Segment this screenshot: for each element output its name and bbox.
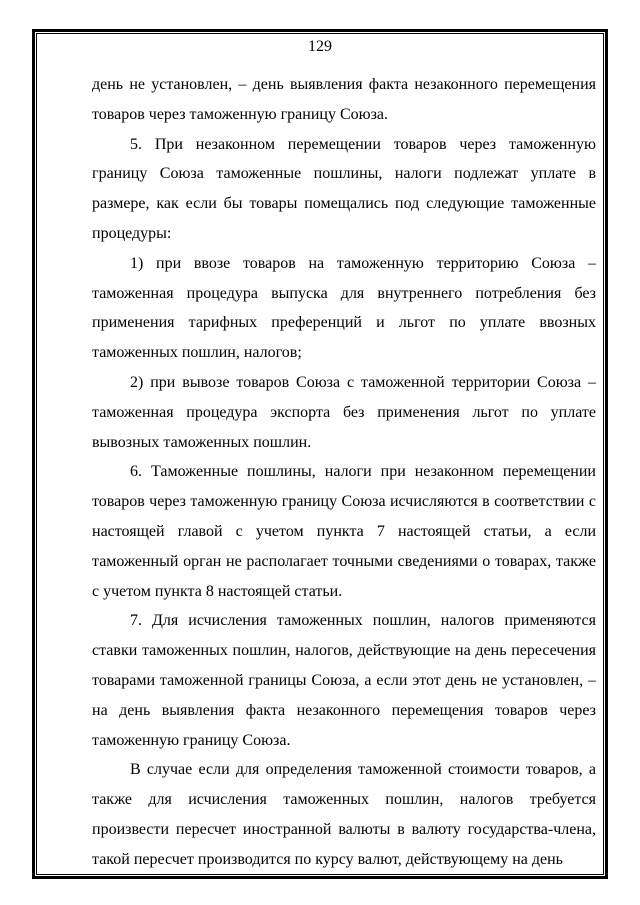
document-body [92, 70, 596, 875]
paragraph-continuation: день не установлен, – день выявления факта незаконного перемещения товаров через таможенную границу Союза. [92, 76, 596, 123]
paragraph-subitem-2: 2) при вывозе товаров Союза с таможенной территории Союза – таможенная процедура экспорта без применения льгот по уплате вывозных таможенных пошлин. [92, 373, 596, 451]
paragraph-item-7: 7. Для исчисления таможенных пошлин, налогов применяются ставки таможенных пошлин, налогов, действующие на день пересечения товарами таможенной границы Союза, а если этот день не установлен, – на день выявления факта незаконного перемещения товаров через таможенную границу Союза. [92, 612, 596, 749]
page-number: 129 [308, 38, 332, 55]
paragraph-item-6: 6. Таможенные пошлины, налоги при незаконном перемещении товаров через таможенную границу Союза исчисляются в соответствии с настоящей главой с учетом пункта 7 настоящей статьи, а если таможенный орган не располагает точными сведениями о товарах, также с учетом пункта 8 настоящей статьи. [92, 463, 596, 600]
paragraph-item-5: 5. При незаконном перемещении товаров через таможенную границу Союза таможенные пошлины, налоги подлежат уплате в размере, как если бы товары помещались под следующие таможенные процедуры: [92, 135, 596, 242]
paragraph-currency-conversion: В случае если для определения таможенной стоимости товаров, а также для исчисления таможенных пошлин, налогов требуется произвести пересчет иностранной валюты в валюту государства-члена, такой пересчет производится по курсу валют, действующему на день [92, 761, 596, 868]
paragraph-subitem-1: 1) при ввозе товаров на таможенную территорию Союза – таможенная процедура выпуска для внутреннего потребления без применения тарифных преференций и льгот по уплате ввозных таможенных пошлин, налогов; [92, 254, 596, 362]
